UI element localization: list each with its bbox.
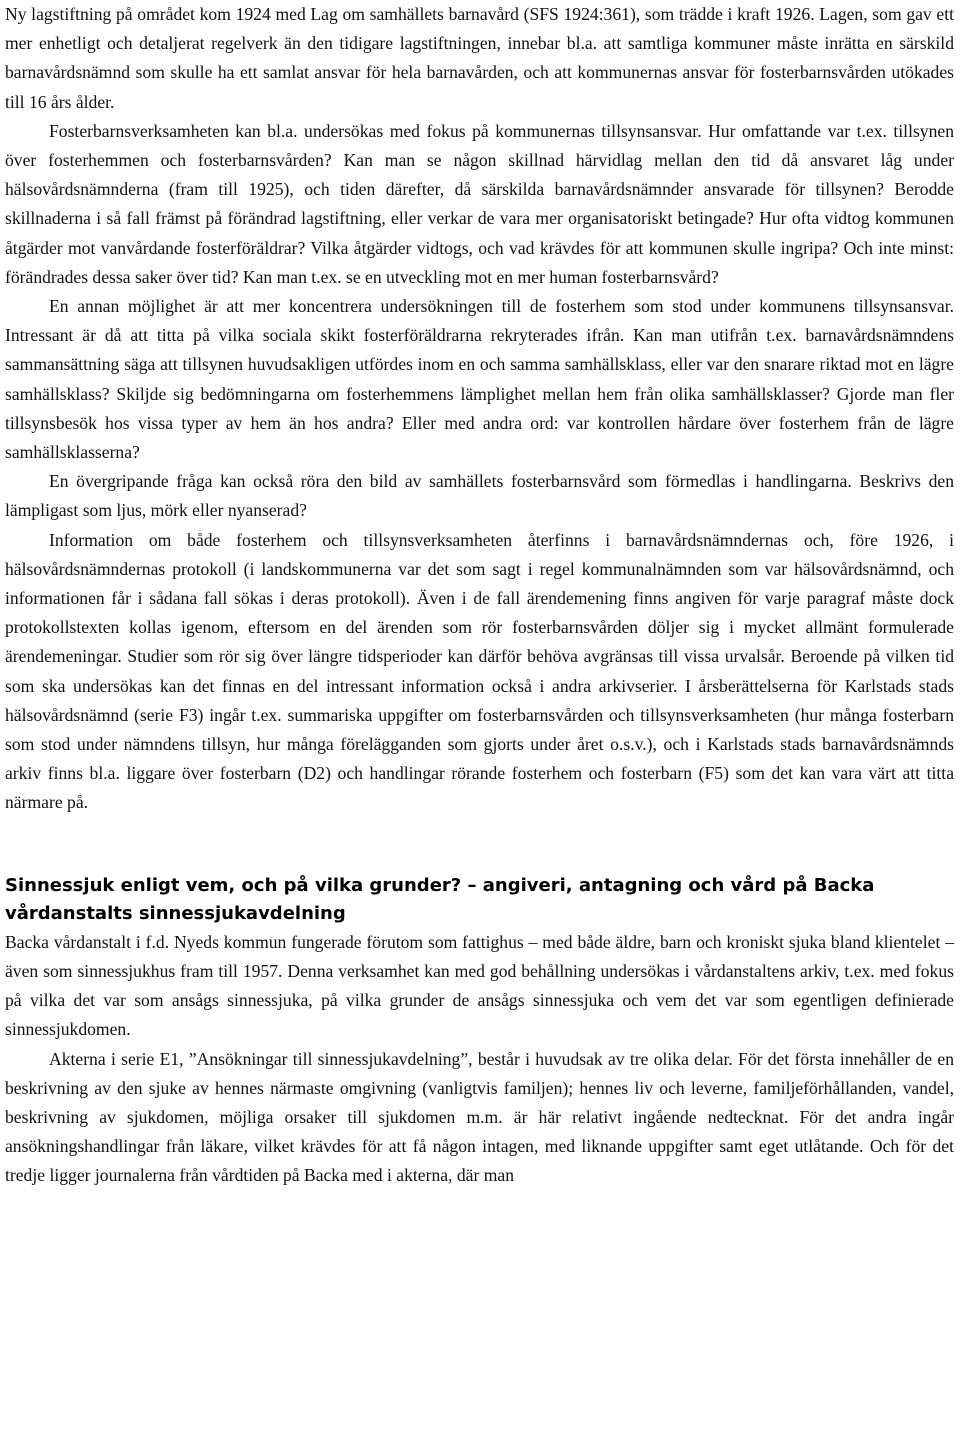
paragraph-overall-question: En övergripande fråga kan också röra den bild av samhällets fosterbarnsvård som förmedlas i handlingarna. Beskrivs den lämpligast som ljus, mörk eller nyanserad? [5,471,954,521]
paragraph-serie-e1: Akterna i serie E1, ”Ansökningar till sinnessjukavdelning”, består i huvudsak av tre olika delar. För det första innehåller de en beskrivning av den sjuke av hennes närmaste omgivning (vanligtvis familjen); hennes liv och leverne, familjeförhållanden, vandel, beskrivning av sjukdomen, möjliga orsaker till sjukdomen m.m. är här relativt ingående nedtecknat. För det andra ingår ansökningshandlingar från läkare, vilket krävdes för att få någon intagen, med liknande uppgifter samt eget utlåtande. Och för det tredje ligger journalerna från vårdtiden på Backa med i akterna, där man [5,1048,954,1186]
section-heading-main: Sinnessjuk enligt vem, och på vilka grunder? [5,874,462,896]
section-heading-sub: angiveri, antagning och vård på Backa vårdanstalts sinnessjukavdelning [5,874,875,924]
paragraph-foster-homes-social-class: En annan möjlighet är att mer koncentrera undersökningen till de fosterhem som stod under kommunens tillsynsansvar. Intressant är då att titta på vilka sociala skikt fosterföräldrarna rekryterades ifrån. Kan man utifrån t.ex. barnavårdsnämndens sammansättning säga att tillsynen huvudsakligen utfördes inom en och samma samhällsklass, eller var den snarare riktad mot en lägre samhällsklass? Skiljde sig bedömningarna om fosterhemmens lämplighet mellan hem från olika samhällsklasser? Gjorde man fler tillsynsbesök hos vissa typer av hem än hos andra? Eller med andra ord: var kontrollen hårdare över fosterhem från de lägre samhällsklasserna? [5,296,954,463]
section-heading-dash: – [461,874,483,896]
paragraph-supervision-questions: Fosterbarnsverksamheten kan bl.a. undersökas med fokus på kommunernas tillsynsansvar. Hur omfattande var t.ex. tillsynen över fosterhemmen och fosterbarnsvården? Kan man se någon skillnad härvidlag mellan den tid då ansvaret låg under hälsovårdsnämnderna (fram till 1925), och tiden därefter, då särskilda barnavårdsnämnder ansvarade för tillsynen? Berodde skillnaderna i så fall främst på förändrad lagstiftning, eller verkar de vara mer organisatoriskt betingade? Hur ofta vidtog kommunen åtgärder mot vanvårdande fosterföräldrar? Vilka åtgärder vidtogs, och vad krävdes för att kommunen skulle ingripa? Och inte minst: förändrades dessa saker över tid? Kan man t.ex. se en utveckling mot en mer human fosterbarnsvård? [5,120,954,287]
section-heading [5,872,954,928]
paragraph-backa-intro: Backa vårdanstalt i f.d. Nyeds kommun fungerade förutom som fattighus – med både äldre, barn och kroniskt sjuka bland klientelet – även som sinnessjukhus fram till 1957. Denna verksamhet kan med god behållning undersökas i vårdanstaltens arkiv, t.ex. med fokus på vilka det var som ansågs sinnessjuka, på vilka grunder de ansågs sinnessjuka och vem det var som egentligen definierade sinnessjukdomen. [5,931,954,1040]
paragraph-new-legislation: Ny lagstiftning på området kom 1924 med Lag om samhällets barnavård (SFS 1924:361), som trädde i kraft 1926. Lagen, som gav ett mer enhetligt och detaljerat regelverk än den tidigare lagstiftningen, innebar bl.a. att samtliga kommuner måste inrätta en särskild barnavårdsnämnd som skulle ha ett samlat ansvar för hela barnavården, och att kommunernas ansvar för fosterbarnsvården utökades till 16 års ålder. [5,4,954,112]
paragraph-sources-information: Information om både fosterhem och tillsynsverksamheten återfinns i barnavårdsnämndernas och, före 1926, i hälsovårdsnämndernas protokoll (i landskommunerna var det som sagt i regel kommunalnämnden som var hälsovårdsnämnd, och informationen får i sådana fall sökas i deras protokoll). Även i de fall ärendemening finns angiven för varje paragraf måste dock protokollstexten kollas igenom, eftersom en del ärenden som rör fosterbarnsvården döljer sig i mycket allmänt formulerade ärendemeningar. Studier som rör sig över längre tidsperioder kan därför behöva avgränsas till vissa urvalsår. Beroende på vilken tid som ska undersökas kan det finnas en del intressant information också i andra arkivserier. I årsberättelserna för Karlstads stads hälsovårdsnämnd (serie F3) ingår t.ex. summariska uppgifter om fosterbarnsvården och tillsynsverksamheten (hur många fosterbarn som stod under nämndens tillsyn, hur många förelägganden som gjorts under året o.s.v.), och i Karlstads stads barnavårdsnämnds arkiv finns bl.a. liggare över fosterbarn (D2) och handlingar rörande fosterhem och fosterbarn (F5) som det kan vara värt att titta närmare på. [5,529,954,813]
section-spacer [5,818,954,872]
